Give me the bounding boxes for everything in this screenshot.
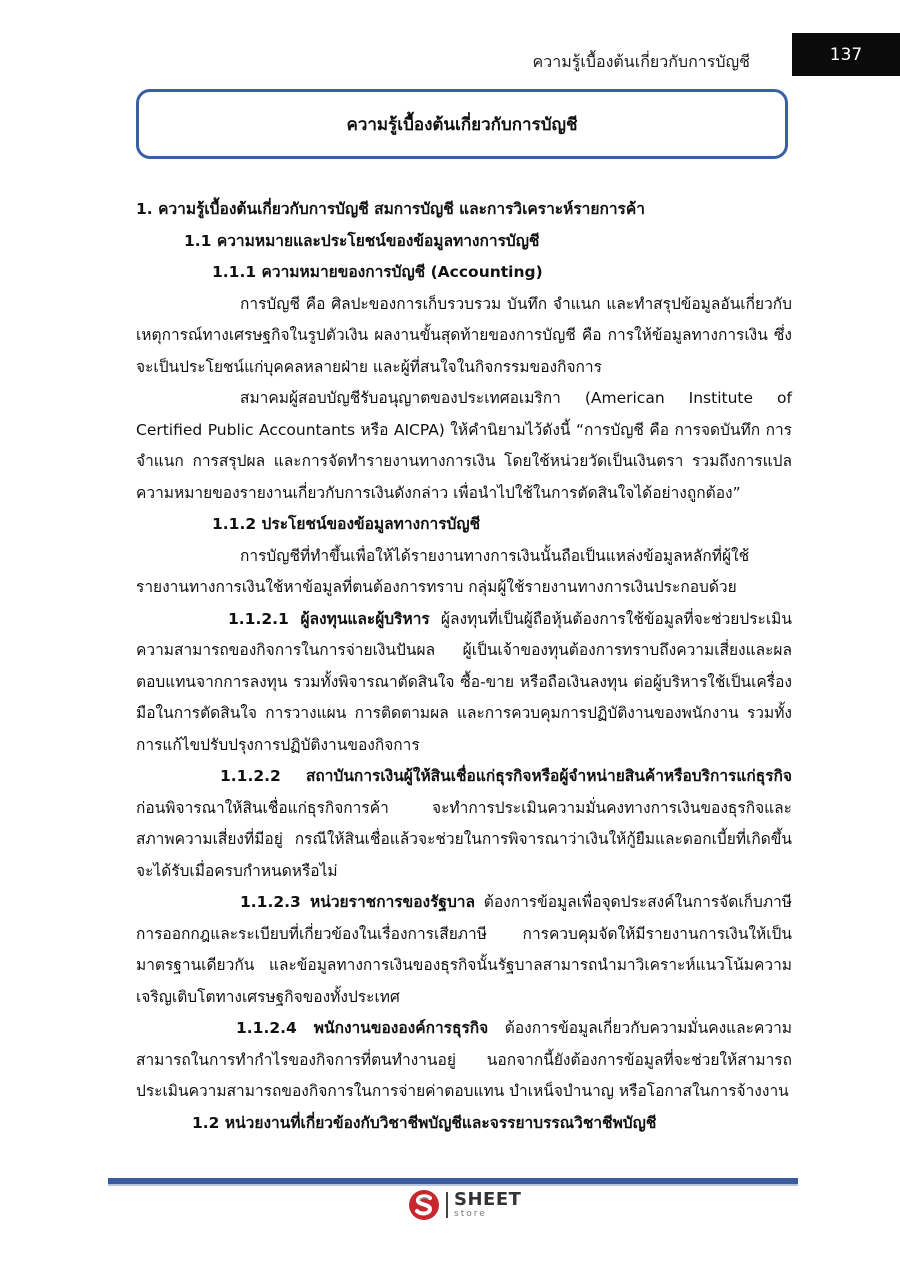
sheet-store-logo xyxy=(408,1188,521,1222)
running-header-title: ความรู้เบื้องต้นเกี่ยวกับการบัญชี xyxy=(532,52,750,71)
heading-1-1-1: 1.1.1 ความหมายของการบัญชี (Accounting) xyxy=(212,263,543,281)
paragraph-financial-institutions xyxy=(136,761,792,887)
footer-divider xyxy=(108,1178,798,1184)
text-financial-institutions: ก่อนพิจารณาให้สินเชื่อแก่ธุรกิจการค้า จะทำการประเมินความมั่นคงทางการเงินของธุรกิจและสภาพความเสี่ยงที่มีอยู่ กรณีให้สินเชื่อแล้วจะช่วยในการพิจารณาว่าเงินให้กู้ยืมและดอกเบี้ยที่เกิดขึ้นจะได้รับเมื่อครบกำหนดหรือไม่ xyxy=(136,798,792,880)
logo-subtext: store xyxy=(454,1209,487,1219)
logo-text xyxy=(454,1191,521,1219)
paragraph-investors xyxy=(136,604,792,762)
text-government: ต้องการข้อมูลเพื่อจุดประสงค์ในการจัดเก็บภาษี การออกกฎและระเบียบที่เกี่ยวข้องในเรื่องการเสียภาษี การควบคุมจัดให้มีรายงานการเงินให้เป็นมาตรฐานเดียวกัน และข้อมูลทางการเงินของธุรกิจนั้นรัฐบาลสามารถนำมาวิเคราะห์แนวโน้มความเจริญเติบโตทางเศรษฐกิจของทั้งประเทศ xyxy=(136,893,792,1006)
paragraph-aicpa-definition: สมาคมผู้สอบบัญชีรับอนุญาตของประเทศอเมริกา (American Institute of Certified Public Accountants หรือ AICPA) ให้คำนิยามไว้ดังนี้ “การบัญชี คือ การจดบันทึก การจำแนก การสรุปผล และการจัดทำรายงานทางการเงิน โดยใช้หน่วยวัดเป็นเงินตรา รวมถึงการแปลความหมายของรายงานเกี่ยวกับการเงินดังกล่าว เพื่อนำไปใช้ในการตัดสินใจได้อย่างถูกต้อง” xyxy=(136,389,792,502)
subheading-employees: 1.1.2.4 พนักงานขององค์การธุรกิจ xyxy=(236,1019,489,1037)
heading-1-2: 1.2 หน่วยงานที่เกี่ยวข้องกับวิชาชีพบัญชีและจรรยาบรรณวิชาชีพบัญชี xyxy=(192,1113,657,1132)
logo-brand: SHEET xyxy=(454,1189,522,1210)
text-employees: ต้องการข้อมูลเกี่ยวกับความมั่นคงและความสามารถในการทำกำไรของกิจการที่ตนทำงานอยู่ นอกจากนี้ยังต้องการข้อมูลที่จะช่วยให้สามารถประเมินความสามารถของกิจการในการจ่ายค่าตอบแทน บำเหน็จบำนาญ หรือโอกาสในการจ้างงาน xyxy=(136,1019,792,1100)
paragraph-users-intro: การบัญชีที่ทำขึ้นเพื่อให้ได้รายงานทางการเงินนั้นถือเป็นแหล่งข้อมูลหลักที่ผู้ใช้รายงานทางการเงินใช้หาข้อมูลที่ตนต้องการทราบ กลุ่มผู้ใช้รายงานทางการเงินประกอบด้วย xyxy=(136,546,750,596)
paragraph-accounting-definition: การบัญชี คือ ศิลปะของการเก็บรวบรวม บันทึก จำแนก และทำสรุปข้อมูลอันเกี่ยวกับเหตุการณ์ทางเศรษฐกิจในรูปตัวเงิน ผลงานขั้นสุดท้ายของการบัญชี คือ การให้ข้อมูลทางการเงิน ซึ่งจะเป็นประโยชน์แก่บุคคลหลายฝ่าย และผู้ที่สนใจในกิจกรรมของกิจการ xyxy=(136,294,792,376)
text-investors: ผู้ลงทุนที่เป็นผู้ถือหุ้นต้องการใช้ข้อมูลที่จะช่วยประเมินความสามารถของกิจการในการจ่ายเงินปันผล ผู้เป็นเจ้าของทุนต้องการทราบถึงความเสี่ยงและผลตอบแทนจากการลงทุน รวมทั้งพิจารณาตัดสินใจ ซื้อ-ขาย หรือถือเงินลงทุน ต่อผู้บริหารใช้เป็นเครื่องมือในการตัดสินใจ การวางแผน การติดตามผล และการควบคุมการปฏิบัติงานของพนักงาน รวมทั้งการแก้ไขปรับปรุงการปฏิบัติงานของกิจการ xyxy=(136,609,792,754)
paragraph-employees xyxy=(136,1013,792,1108)
heading-1-1-2: 1.1.2 ประโยชน์ของข้อมูลทางการบัญชี xyxy=(212,515,481,533)
page-number: 137 xyxy=(829,44,863,65)
sheet-logo-icon xyxy=(408,1189,440,1221)
chapter-title-box xyxy=(136,89,788,159)
paragraph-government xyxy=(136,887,792,1013)
logo-separator xyxy=(446,1192,448,1218)
heading-1-1: 1.1 ความหมายและประโยชน์ของข้อมูลทางการบัญชี xyxy=(184,231,540,250)
document-body xyxy=(136,194,792,1139)
page-number-box xyxy=(792,33,900,76)
chapter-title: ความรู้เบื้องต้นเกี่ยวกับการบัญชี xyxy=(346,114,578,135)
subheading-government: 1.1.2.3 หน่วยราชการของรัฐบาล xyxy=(240,893,475,911)
heading-1: 1. ความรู้เบื้องต้นเกี่ยวกับการบัญชี สมการบัญชี และการวิเคราะห์รายการค้า xyxy=(136,200,645,218)
subheading-investors: 1.1.2.1 ผู้ลงทุนและผู้บริหาร xyxy=(228,609,430,628)
subheading-financial-institutions: 1.1.2.2 สถาบันการเงินผู้ให้สินเชื่อแก่ธุรกิจหรือผู้จำหน่ายสินค้าหรือบริการแก่ธุรกิจ xyxy=(220,767,792,785)
